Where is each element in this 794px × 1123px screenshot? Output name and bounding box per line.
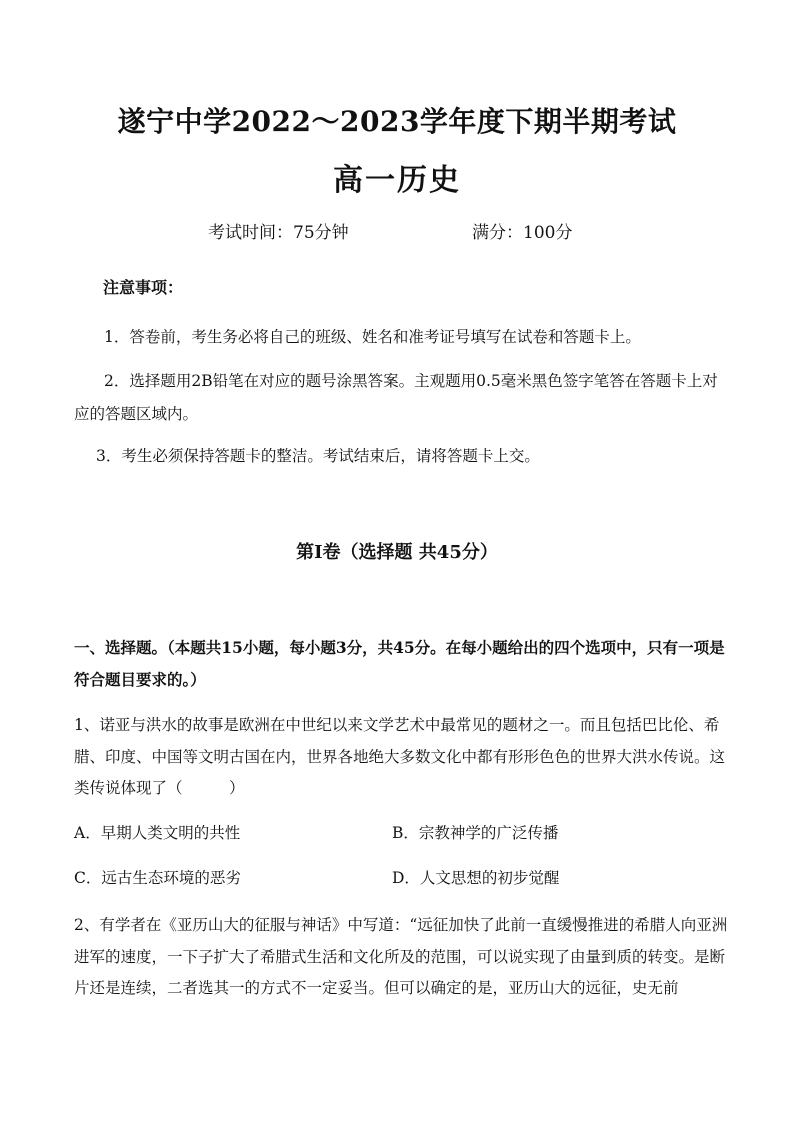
notes-heading: 注意事项： <box>103 278 184 297</box>
note-item: 1．答卷前，考生务必将自己的班级、姓名和准考证号填写在试卷和答题卡上。 <box>104 328 641 346</box>
option-b: B．宗教神学的广泛传播 <box>392 824 559 842</box>
exam-title: 遂宁中学2022～2023学年度下期半期考试 <box>117 105 677 138</box>
subject-title: 高一历史 <box>333 163 461 198</box>
section-title: 第Ⅰ卷（选择题 共45分） <box>296 542 498 563</box>
question-stem: 2、有学者在《亚历山大的征服与神话》中写道：“远征加快了此前一直缓慢推进的希腊人向亚洲进军的速度，一下子扩大了希腊式生活和文化所及的范围，可以说实现了由量到质的转变。是断片还是连续，二者选其一的方式不一定妥当。但可以确定的是，亚历山大的远征，史无前 <box>74 916 728 997</box>
full-score: 满分：100分 <box>472 223 573 243</box>
option-a: A．早期人类文明的共性 <box>74 824 241 842</box>
part-heading: 一、选择题。（本题共15小题，每小题3分，共45分。在每小题给出的四个选项中，只有一项是符合题目要求的。） <box>74 638 725 689</box>
option-d: D．人文思想的初步觉醒 <box>392 869 560 887</box>
exam-time: 考试时间：75分钟 <box>208 223 349 243</box>
note-item: 3．考生必须保持答题卡的整洁。考试结束后，请将答题卡上交。 <box>96 447 540 465</box>
question-stem: 1、诺亚与洪水的故事是欧洲在中世纪以来文学艺术中最常见的题材之一。而且包括巴比伦、希腊、印度、中国等文明古国在内，世界各地绝大多数文化中都有形形色色的世界大洪水传说。这类传说体现了（ ） <box>74 716 726 797</box>
note-item: 2．选择题用2B铅笔在对应的题号涂黑答案。主观题用0.5毫米黑色签字笔答在答题卡上对应的答题区域内。 <box>74 372 718 423</box>
option-c: C．远古生态环境的恶劣 <box>74 869 241 887</box>
